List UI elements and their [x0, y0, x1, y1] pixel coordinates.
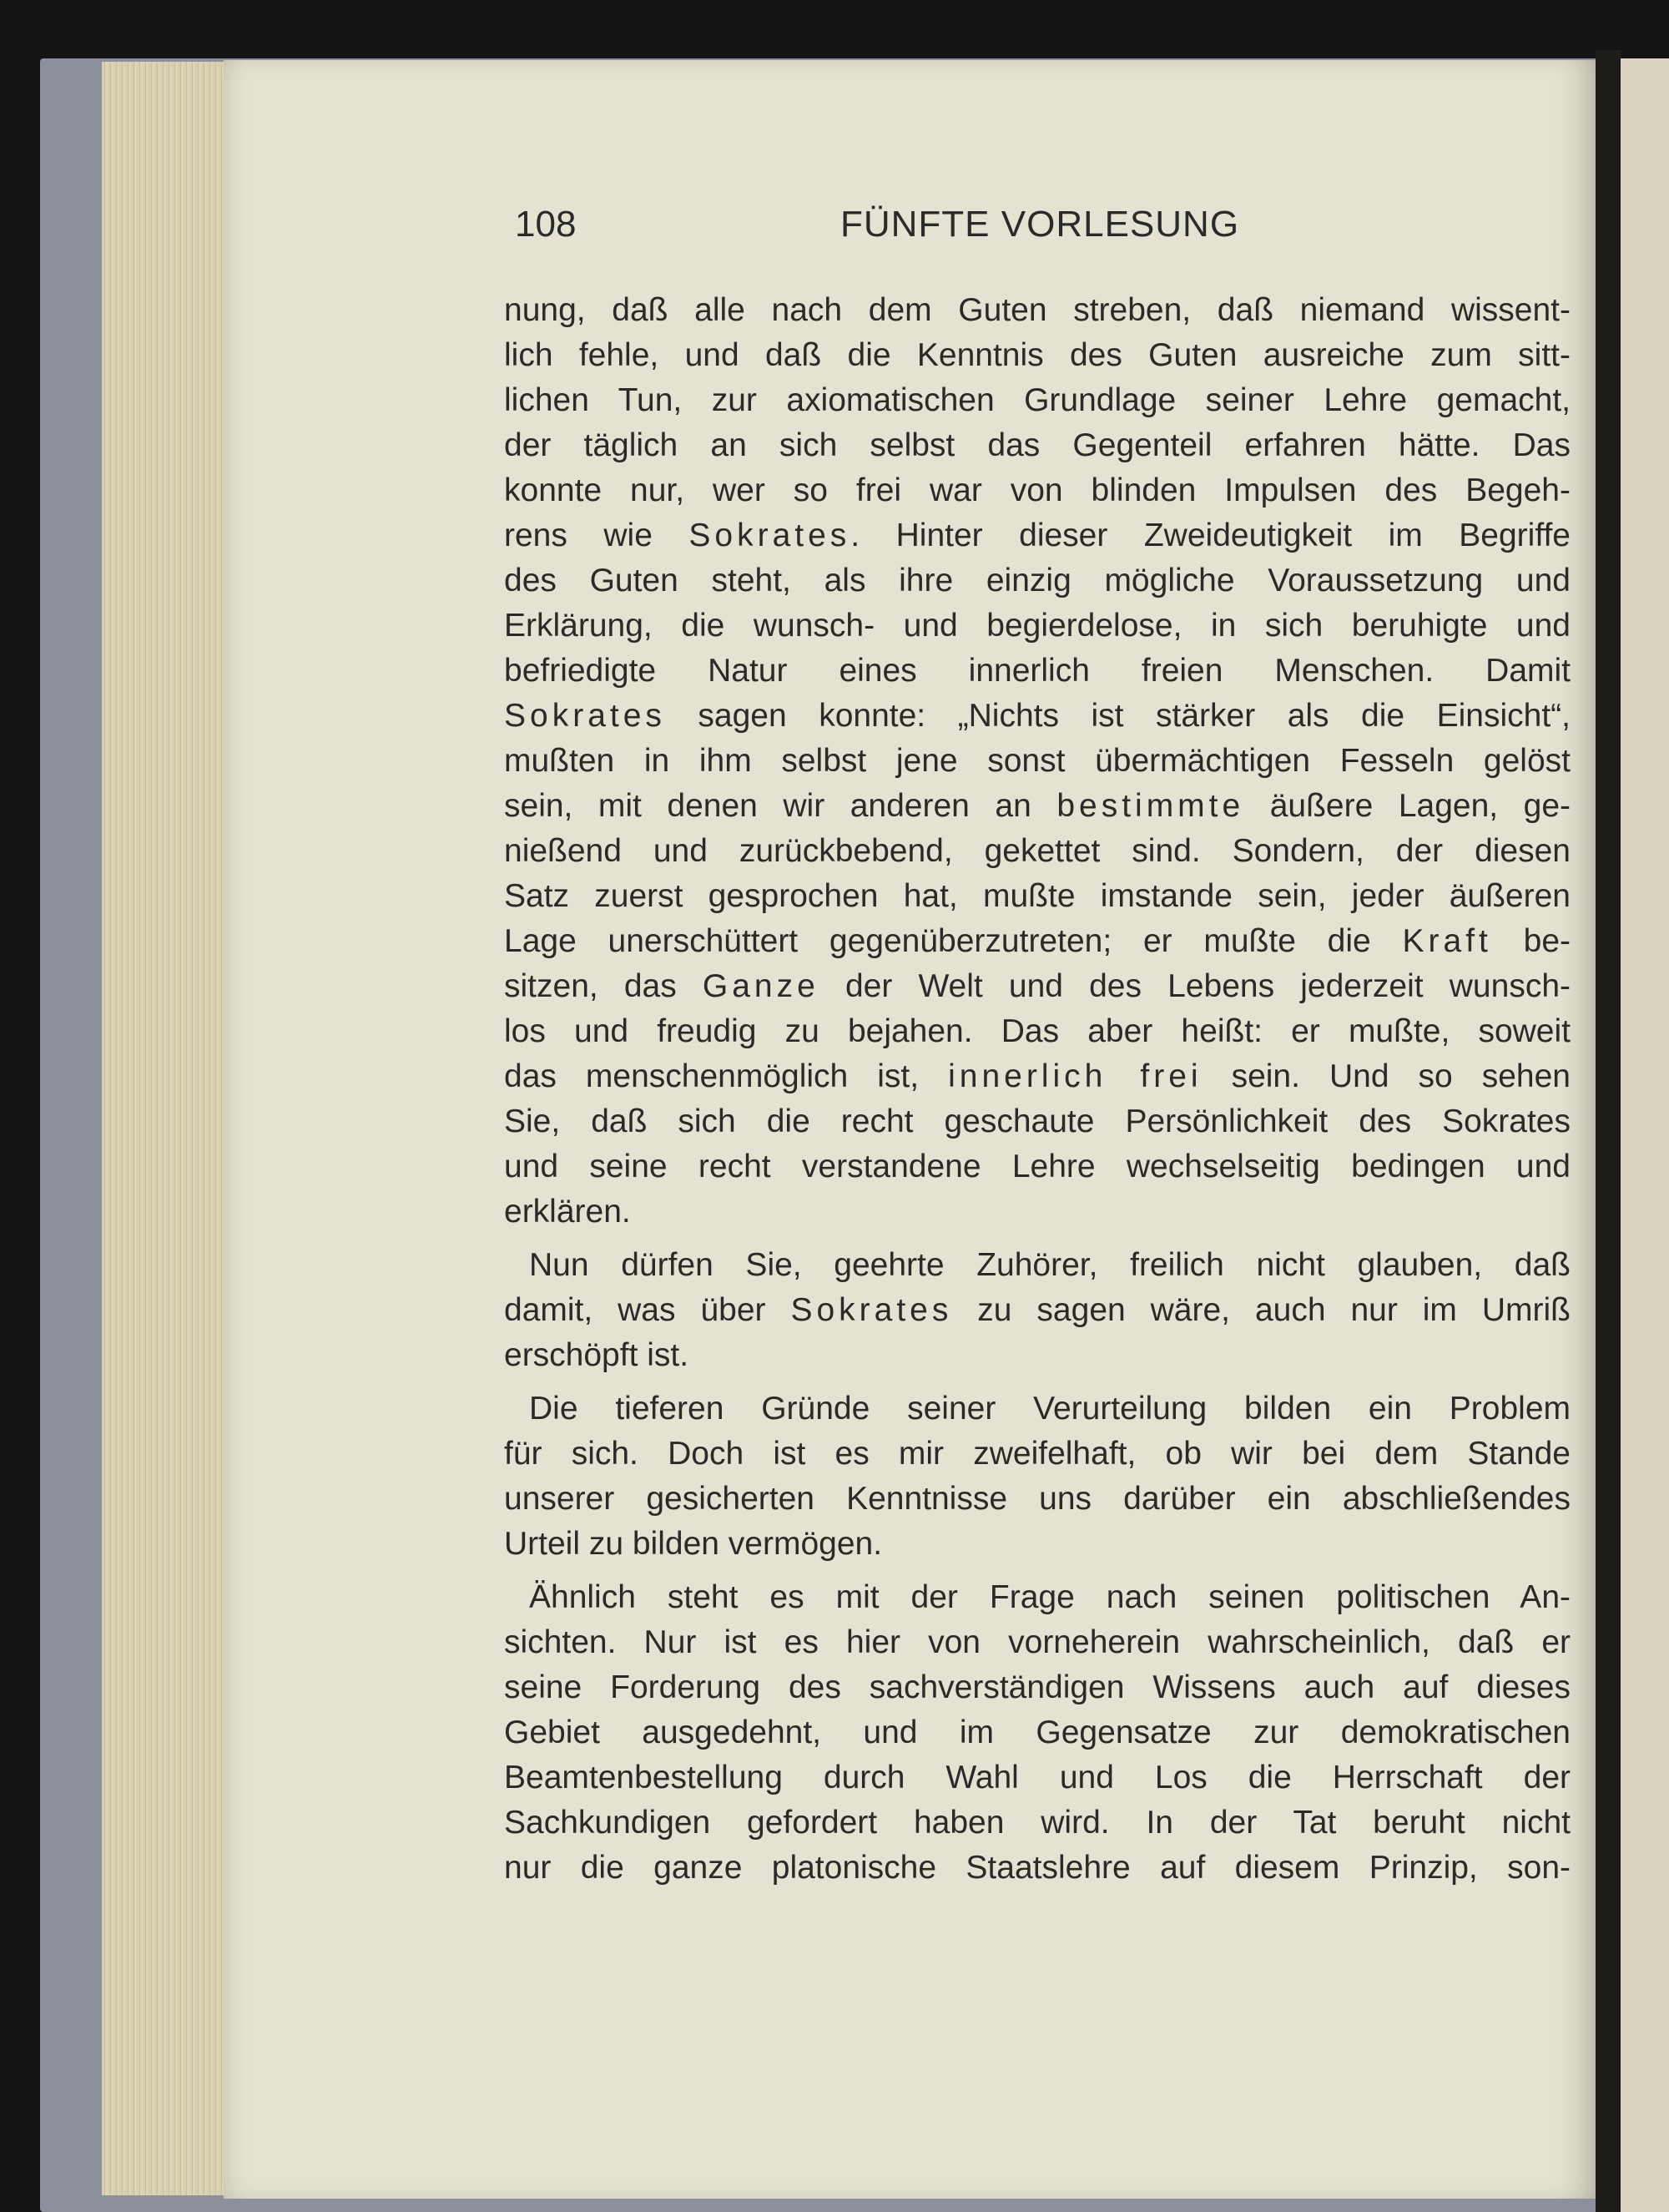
facing-page-edge	[1621, 58, 1669, 2212]
text-segment: lichen Tun, zur axiomatischen Grundlage seiner Lehre gemacht,	[504, 382, 1571, 418]
spaced-emphasis: bestimmte	[1056, 788, 1245, 824]
text-segment: lich fehle, und daß die Kenntnis des Guten ausreiche zum sitt-	[504, 337, 1571, 373]
text-segment: sein, mit denen wir anderen an	[504, 788, 1057, 824]
running-title: FÜNFTE VORLESUNG	[840, 204, 1240, 245]
text-segment: das menschenmöglich ist,	[504, 1058, 949, 1094]
text-line	[504, 1099, 1571, 1144]
text-line	[504, 739, 1571, 784]
text-segment: Nun dürfen Sie, geehrte Zuhörer, freilich nicht glauben, daß	[529, 1247, 1571, 1283]
page-number: 108	[515, 204, 577, 245]
text-segment: befriedigte Natur eines innerlich freien Menschen. Damit	[504, 653, 1571, 689]
text-segment: äußere Lagen, ge-	[1244, 788, 1571, 824]
text-line	[504, 1665, 1571, 1710]
text-line	[504, 1575, 1571, 1620]
text-line	[504, 558, 1571, 604]
text-segment: Satz zuerst gesprochen hat, mußte imstande sein, jeder äußeren	[504, 878, 1571, 914]
text-segment: für sich. Doch ist es mir zweifelhaft, ob wir bei dem Stande	[504, 1436, 1571, 1472]
text-segment: des Guten steht, als ihre einzig mögliche Voraussetzung und	[504, 563, 1571, 598]
text-segment: sitzen, das	[504, 968, 703, 1004]
spaced-emphasis: Sokrates	[790, 1292, 953, 1328]
text-segment: Sie, daß sich die recht geschaute Persönlichkeit des Sokrates	[504, 1103, 1571, 1139]
text-line	[504, 694, 1571, 739]
text-line	[504, 1710, 1571, 1755]
text-line	[504, 1288, 1571, 1333]
text-segment: sichten. Nur ist es hier von vorneherein wahrscheinlich, daß er	[504, 1624, 1571, 1660]
text-segment: Sachkundigen gefordert haben wird. In der Tat beruht nicht	[504, 1805, 1571, 1841]
text-line	[504, 513, 1571, 558]
text-line	[504, 1800, 1571, 1846]
text-line	[504, 874, 1571, 919]
spaced-emphasis: Sokrates	[688, 518, 851, 553]
text-segment: der täglich an sich selbst das Gegenteil erfahren hätte. Das	[504, 427, 1571, 463]
text-segment: rens wie	[504, 518, 689, 553]
text-segment: nießend und zurückbebend, gekettet sind. Sondern, der diesen	[504, 833, 1571, 869]
text-segment: . Hinter dieser Zweideutigkeit im Begriffe	[850, 518, 1571, 553]
text-line	[504, 1054, 1571, 1099]
spaced-emphasis: innerlich frei	[948, 1058, 1203, 1094]
text-segment: sagen konnte: „Nichts ist stärker als die Einsicht“,	[665, 698, 1571, 734]
text-segment: unserer gesicherten Kenntnisse uns darüber ein abschließendes	[504, 1481, 1571, 1517]
text-line	[504, 1333, 1571, 1378]
text-line	[504, 1432, 1571, 1477]
body-text	[504, 288, 1571, 1891]
text-segment: konnte nur, wer so frei war von blinden Impulsen des Begeh-	[504, 472, 1571, 508]
text-line	[504, 964, 1571, 1009]
text-segment: Erklärung, die wunsch- und begierdelose, in sich beruhigte und	[504, 608, 1571, 644]
text-line	[504, 1620, 1571, 1665]
text-line	[504, 1144, 1571, 1189]
text-segment: los und freudig zu bejahen. Das aber heißt: er mußte, soweit	[504, 1013, 1571, 1049]
book-gutter	[1596, 50, 1621, 2212]
text-line	[504, 1477, 1571, 1522]
text-segment: sein. Und so sehen	[1202, 1058, 1571, 1094]
text-segment: be-	[1491, 923, 1571, 959]
text-segment: Beamtenbestellung durch Wahl und Los die Herrschaft der	[504, 1760, 1571, 1795]
text-segment: nur die ganze platonische Staatslehre auf diesem Prinzip, son-	[504, 1850, 1571, 1886]
text-line	[504, 423, 1571, 468]
text-segment: der Welt und des Lebens jederzeit wunsch-	[819, 968, 1571, 1004]
spaced-emphasis: Kraft	[1402, 923, 1492, 959]
text-segment: Die tieferen Gründe seiner Verurteilung bilden ein Problem	[529, 1391, 1571, 1427]
text-line	[504, 1243, 1571, 1288]
spaced-emphasis: Sokrates	[504, 698, 666, 734]
text-line	[504, 378, 1571, 423]
text-line	[504, 333, 1571, 378]
text-line	[504, 1009, 1571, 1054]
text-segment: Lage unerschüttert gegenüberzutreten; er mußte die	[504, 923, 1403, 959]
text-line	[504, 1846, 1571, 1891]
text-segment: erschöpft ist.	[504, 1337, 689, 1373]
text-line	[504, 604, 1571, 649]
text-segment: zu sagen wäre, auch nur im Umriß	[952, 1292, 1571, 1328]
text-segment: Urteil zu bilden vermögen.	[504, 1526, 883, 1562]
text-line	[504, 829, 1571, 874]
text-line	[504, 1189, 1571, 1235]
text-segment: erklären.	[504, 1194, 631, 1230]
page-edges	[102, 62, 235, 2195]
text-line	[504, 784, 1571, 829]
text-segment: mußten in ihm selbst jene sonst übermächtigen Fesseln gelöst	[504, 743, 1571, 779]
text-line	[504, 1386, 1571, 1432]
text-line	[504, 1522, 1571, 1567]
text-line	[504, 919, 1571, 964]
text-segment: Ähnlich steht es mit der Frage nach seinen politischen An-	[529, 1579, 1571, 1615]
text-line	[504, 468, 1571, 513]
text-segment: und seine recht verstandene Lehre wechselseitig bedingen und	[504, 1149, 1571, 1184]
text-segment: damit, was über	[504, 1292, 791, 1328]
spaced-emphasis: Ganze	[702, 968, 819, 1004]
text-segment: seine Forderung des sachverständigen Wissens auch auf dieses	[504, 1669, 1571, 1705]
text-line	[504, 288, 1571, 333]
text-line	[504, 649, 1571, 694]
text-segment: Gebiet ausgedehnt, und im Gegensatze zur demokratischen	[504, 1715, 1571, 1750]
text-line	[504, 1755, 1571, 1800]
text-segment: nung, daß alle nach dem Guten streben, daß niemand wissent-	[504, 292, 1571, 328]
page-header	[515, 204, 1571, 254]
